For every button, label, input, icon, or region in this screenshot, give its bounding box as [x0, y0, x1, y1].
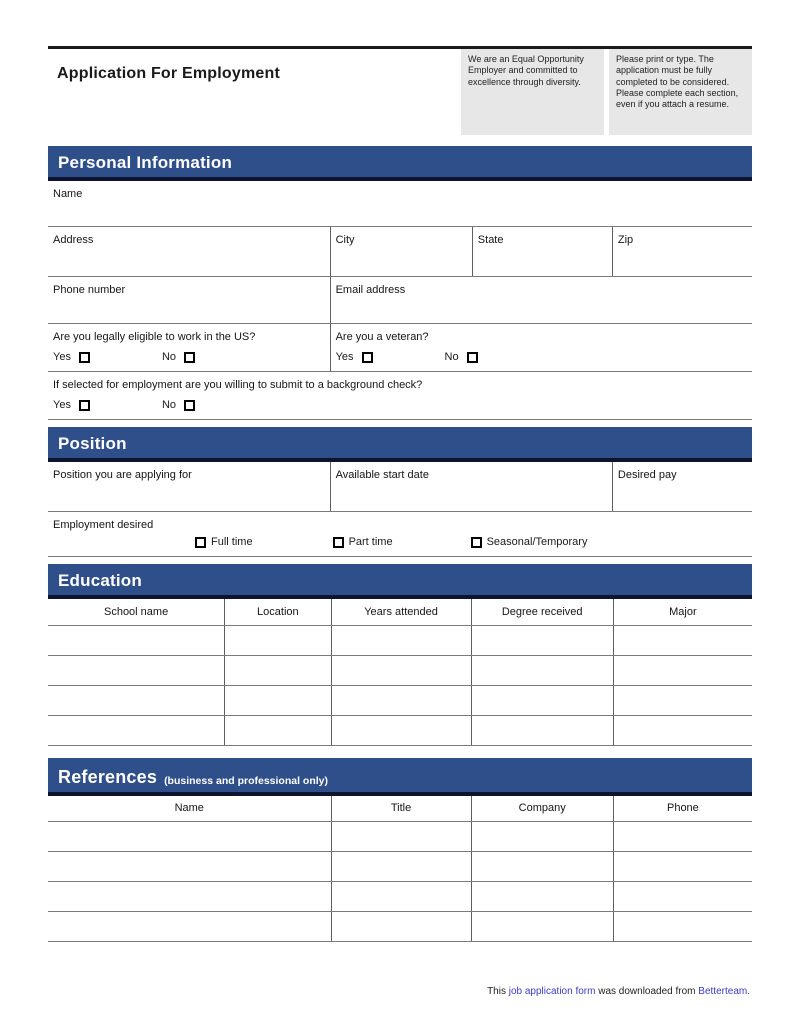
- references-cell[interactable]: [471, 852, 613, 882]
- yes-label: Yes: [335, 351, 354, 363]
- references-row: [48, 882, 752, 912]
- education-cell[interactable]: [48, 625, 225, 655]
- education-column-header: School name: [48, 599, 225, 625]
- section-title: Position: [58, 434, 127, 453]
- full-time-label: Full time: [211, 536, 253, 548]
- phone-field[interactable]: [48, 277, 330, 323]
- references-column-header: Name: [48, 796, 331, 822]
- education-row: [48, 685, 752, 715]
- education-cell[interactable]: [225, 655, 331, 685]
- references-cell[interactable]: [471, 912, 613, 942]
- seasonal-temporary-option: [471, 536, 588, 548]
- background-yes-option: [53, 399, 90, 411]
- desired-pay-field[interactable]: [612, 462, 752, 511]
- references-cell[interactable]: [331, 852, 471, 882]
- references-cell[interactable]: [48, 852, 331, 882]
- position-applying-label: Position you are applying for: [53, 469, 192, 481]
- betterteam-link[interactable]: Betterteam.: [698, 986, 750, 997]
- section-bar-references: [48, 758, 752, 796]
- references-table: [48, 796, 752, 943]
- references-column-header: Title: [331, 796, 471, 822]
- veteran-question-cell: [330, 324, 752, 371]
- part-time-label: Part time: [348, 536, 393, 548]
- eligible-question-cell: [48, 324, 330, 371]
- education-column-header: Years attended: [331, 599, 471, 625]
- education-header-row: [48, 599, 752, 625]
- education-cell[interactable]: [471, 655, 613, 685]
- eligible-yes-option: [53, 351, 90, 363]
- eligible-no-checkbox[interactable]: [184, 352, 195, 363]
- background-question: If selected for employment are you willing to submit to a background check?: [53, 379, 423, 391]
- section-title: Personal Information: [58, 153, 233, 172]
- references-row: [48, 822, 752, 852]
- references-cell[interactable]: [471, 882, 613, 912]
- application-form-page: [48, 0, 752, 997]
- equal-opportunity-notice: We are an Equal Opportunity Employer and committed to excellence through diversity.: [461, 49, 604, 135]
- state-field[interactable]: [472, 227, 612, 276]
- section-bar-education: [48, 564, 752, 599]
- references-cell[interactable]: [613, 822, 752, 852]
- section-title: References: [58, 766, 158, 787]
- education-row: [48, 715, 752, 745]
- desired-pay-label: Desired pay: [617, 469, 677, 481]
- background-check-row: [48, 372, 752, 420]
- education-row: [48, 655, 752, 685]
- no-label: No: [161, 351, 177, 363]
- print-instructions-notice: Please print or type. The application must be fully completed to be considered. Please complete each section, even if you attach a resume.: [609, 49, 752, 135]
- city-field[interactable]: [330, 227, 472, 276]
- eligible-yes-checkbox[interactable]: [79, 352, 90, 363]
- education-cell[interactable]: [471, 715, 613, 745]
- education-column-header: Degree received: [471, 599, 613, 625]
- education-cell[interactable]: [225, 685, 331, 715]
- email-field[interactable]: [330, 277, 752, 323]
- form-header: [48, 49, 752, 135]
- footer-middle: was downloaded from: [595, 986, 699, 997]
- education-cell[interactable]: [48, 655, 225, 685]
- position-applying-field[interactable]: [48, 462, 330, 511]
- education-cell[interactable]: [48, 715, 225, 745]
- city-label: City: [335, 234, 355, 246]
- seasonal-temporary-checkbox[interactable]: [471, 537, 482, 548]
- eligible-no-option: [162, 351, 195, 363]
- education-cell[interactable]: [613, 685, 752, 715]
- phone-label: Phone number: [53, 284, 126, 296]
- position-row: [48, 462, 752, 512]
- veteran-yes-checkbox[interactable]: [362, 352, 373, 363]
- education-cell[interactable]: [225, 625, 331, 655]
- references-column-header: Company: [471, 796, 613, 822]
- eligibility-row: [48, 324, 752, 372]
- education-cell[interactable]: [331, 685, 471, 715]
- references-cell[interactable]: [331, 822, 471, 852]
- employment-desired-label: Employment desired: [53, 519, 154, 531]
- part-time-option: [333, 536, 393, 548]
- yes-label: Yes: [53, 351, 71, 363]
- education-table: [48, 599, 752, 746]
- education-cell[interactable]: [331, 715, 471, 745]
- contact-row: [48, 277, 752, 324]
- employment-desired-row: [48, 512, 752, 557]
- name-label: Name: [53, 188, 83, 200]
- education-cell[interactable]: [613, 655, 752, 685]
- references-cell[interactable]: [613, 912, 752, 942]
- veteran-yes-option: [336, 351, 373, 363]
- background-no-checkbox[interactable]: [184, 400, 195, 411]
- address-label: Address: [53, 234, 94, 246]
- education-cell[interactable]: [225, 715, 331, 745]
- background-no-option: [162, 399, 195, 411]
- zip-field[interactable]: [612, 227, 752, 276]
- section-bar-personal-information: [48, 146, 752, 181]
- education-column-header: Location: [225, 599, 331, 625]
- references-row: [48, 852, 752, 882]
- full-time-checkbox[interactable]: [195, 537, 206, 548]
- no-label: No: [161, 399, 177, 411]
- no-label: No: [444, 351, 459, 363]
- references-cell[interactable]: [48, 912, 331, 942]
- state-label: State: [477, 234, 504, 246]
- job-application-form-link[interactable]: job application form: [508, 986, 596, 997]
- references-cell[interactable]: [613, 852, 752, 882]
- references-cell[interactable]: [471, 822, 613, 852]
- footer-attribution: [48, 986, 752, 997]
- start-date-field[interactable]: [330, 462, 612, 511]
- education-cell[interactable]: [331, 625, 471, 655]
- part-time-checkbox[interactable]: [333, 537, 344, 548]
- section-title: Education: [58, 571, 142, 590]
- eligible-question: Are you legally eligible to work in the US?: [53, 331, 256, 343]
- references-column-header: Phone: [613, 796, 752, 822]
- address-field[interactable]: [48, 227, 330, 276]
- education-cell[interactable]: [471, 625, 613, 655]
- education-cell[interactable]: [471, 685, 613, 715]
- references-cell[interactable]: [331, 882, 471, 912]
- education-cell[interactable]: [48, 685, 225, 715]
- references-cell[interactable]: [331, 912, 471, 942]
- background-question-cell: [48, 372, 752, 419]
- education-column-header: Major: [613, 599, 752, 625]
- email-label: Email address: [335, 284, 406, 296]
- references-header-row: [48, 796, 752, 822]
- education-cell[interactable]: [331, 655, 471, 685]
- references-row: [48, 912, 752, 942]
- footer-prefix: This: [487, 986, 509, 997]
- start-date-label: Available start date: [335, 469, 429, 481]
- veteran-no-option: [445, 351, 478, 363]
- veteran-question: Are you a veteran?: [335, 331, 429, 343]
- background-yes-checkbox[interactable]: [79, 400, 90, 411]
- education-cell[interactable]: [613, 625, 752, 655]
- page-title: Application For Employment: [57, 65, 280, 82]
- name-field[interactable]: [48, 181, 752, 227]
- full-time-option: [195, 536, 253, 548]
- veteran-no-checkbox[interactable]: [467, 352, 478, 363]
- references-cell[interactable]: [48, 882, 331, 912]
- section-subtitle: (business and professional only): [164, 774, 329, 787]
- address-row: [48, 227, 752, 277]
- references-cell[interactable]: [613, 882, 752, 912]
- yes-label: Yes: [53, 399, 71, 411]
- seasonal-temporary-label: Seasonal/Temporary: [486, 536, 588, 548]
- zip-label: Zip: [617, 234, 634, 246]
- education-row: [48, 625, 752, 655]
- education-cell[interactable]: [613, 715, 752, 745]
- references-cell[interactable]: [48, 822, 331, 852]
- section-bar-position: [48, 427, 752, 462]
